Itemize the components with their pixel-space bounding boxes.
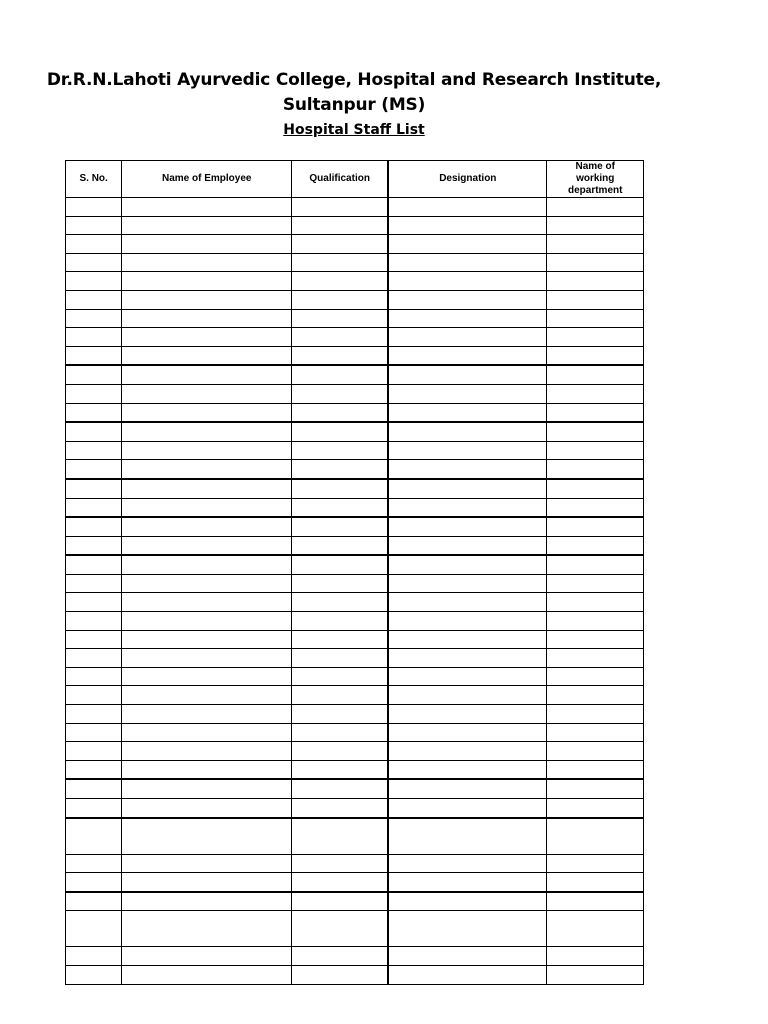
cell-designation <box>388 365 547 384</box>
cell-sno <box>66 630 122 649</box>
cell-qualification <box>292 198 389 217</box>
cell-department <box>547 346 644 365</box>
table-row <box>66 403 644 422</box>
cell-name <box>122 574 292 593</box>
cell-sno <box>66 555 122 574</box>
cell-department <box>547 328 644 347</box>
cell-sno <box>66 441 122 460</box>
cell-qualification <box>292 818 389 855</box>
cell-department <box>547 818 644 855</box>
cell-department <box>547 403 644 422</box>
column-header-sno: S. No. <box>66 161 122 198</box>
table-row <box>66 422 644 441</box>
cell-name <box>122 253 292 272</box>
cell-name <box>122 460 292 479</box>
cell-sno <box>66 328 122 347</box>
table-row <box>66 799 644 818</box>
column-header-department-line2: working <box>576 173 615 184</box>
cell-designation <box>388 309 547 328</box>
table-row <box>66 555 644 574</box>
cell-sno <box>66 649 122 668</box>
table-row <box>66 328 644 347</box>
cell-name <box>122 365 292 384</box>
cell-qualification <box>292 290 389 309</box>
cell-department <box>547 947 644 966</box>
cell-qualification <box>292 705 389 724</box>
cell-qualification <box>292 892 389 911</box>
cell-name <box>122 649 292 668</box>
cell-sno <box>66 422 122 441</box>
cell-qualification <box>292 441 389 460</box>
column-header-department-line3: department <box>568 185 623 196</box>
cell-designation <box>388 723 547 742</box>
cell-designation <box>388 198 547 217</box>
column-header-department-line1: Name of <box>575 161 615 172</box>
cell-name <box>122 799 292 818</box>
cell-sno <box>66 403 122 422</box>
cell-designation <box>388 854 547 873</box>
table-row <box>66 198 644 217</box>
cell-designation <box>388 441 547 460</box>
cell-name <box>122 403 292 422</box>
cell-designation <box>388 422 547 441</box>
cell-department <box>547 198 644 217</box>
cell-designation <box>388 290 547 309</box>
cell-designation <box>388 517 547 536</box>
cell-sno <box>66 290 122 309</box>
cell-designation <box>388 460 547 479</box>
cell-sno <box>66 498 122 517</box>
cell-qualification <box>292 365 389 384</box>
cell-name <box>122 742 292 761</box>
cell-sno <box>66 384 122 403</box>
cell-name <box>122 235 292 254</box>
table-row <box>66 365 644 384</box>
cell-department <box>547 536 644 555</box>
cell-sno <box>66 742 122 761</box>
page-title: Hospital Staff List <box>283 122 425 138</box>
cell-sno <box>66 760 122 779</box>
cell-qualification <box>292 479 389 498</box>
cell-sno <box>66 574 122 593</box>
table-row <box>66 441 644 460</box>
cell-designation <box>388 555 547 574</box>
cell-designation <box>388 574 547 593</box>
cell-department <box>547 723 644 742</box>
cell-sno <box>66 892 122 911</box>
cell-name <box>122 272 292 291</box>
table-row <box>66 818 644 855</box>
cell-designation <box>388 272 547 291</box>
cell-designation <box>388 742 547 761</box>
staff-table-body <box>66 198 644 985</box>
cell-sno <box>66 779 122 798</box>
cell-department <box>547 441 644 460</box>
cell-department <box>547 384 644 403</box>
cell-department <box>547 216 644 235</box>
cell-name <box>122 760 292 779</box>
cell-name <box>122 198 292 217</box>
cell-name <box>122 536 292 555</box>
cell-sno <box>66 309 122 328</box>
cell-sno <box>66 965 122 984</box>
institution-name-line1: Dr.R.N.Lahoti Ayurvedic College, Hospital and Research Institute, <box>46 70 662 90</box>
cell-department <box>547 422 644 441</box>
cell-designation <box>388 328 547 347</box>
cell-name <box>122 965 292 984</box>
cell-name <box>122 441 292 460</box>
cell-designation <box>388 705 547 724</box>
cell-name <box>122 854 292 873</box>
cell-department <box>547 667 644 686</box>
cell-designation <box>388 479 547 498</box>
cell-name <box>122 555 292 574</box>
cell-sno <box>66 705 122 724</box>
cell-name <box>122 498 292 517</box>
cell-name <box>122 593 292 612</box>
cell-sno <box>66 612 122 631</box>
cell-department <box>547 892 644 911</box>
cell-sno <box>66 854 122 873</box>
cell-department <box>547 253 644 272</box>
cell-sno <box>66 818 122 855</box>
cell-qualification <box>292 253 389 272</box>
institution-name-line2: Sultanpur (MS) <box>282 95 426 115</box>
table-row <box>66 612 644 631</box>
cell-designation <box>388 235 547 254</box>
cell-qualification <box>292 965 389 984</box>
table-row <box>66 779 644 798</box>
table-row <box>66 742 644 761</box>
cell-designation <box>388 873 547 892</box>
cell-sno <box>66 536 122 555</box>
cell-sno <box>66 517 122 536</box>
cell-designation <box>388 253 547 272</box>
cell-qualification <box>292 574 389 593</box>
table-row <box>66 498 644 517</box>
table-row <box>66 705 644 724</box>
cell-department <box>547 593 644 612</box>
cell-qualification <box>292 384 389 403</box>
cell-designation <box>388 346 547 365</box>
cell-qualification <box>292 760 389 779</box>
cell-qualification <box>292 612 389 631</box>
cell-department <box>547 498 644 517</box>
cell-name <box>122 216 292 235</box>
staff-table <box>65 160 644 985</box>
cell-sno <box>66 365 122 384</box>
cell-qualification <box>292 346 389 365</box>
cell-qualification <box>292 328 389 347</box>
cell-qualification <box>292 667 389 686</box>
cell-qualification <box>292 272 389 291</box>
cell-qualification <box>292 854 389 873</box>
table-row <box>66 309 644 328</box>
cell-designation <box>388 667 547 686</box>
table-row <box>66 272 644 291</box>
cell-qualification <box>292 799 389 818</box>
cell-name <box>122 346 292 365</box>
cell-department <box>547 873 644 892</box>
cell-department <box>547 272 644 291</box>
cell-designation <box>388 498 547 517</box>
column-header-designation: Designation <box>388 161 547 198</box>
cell-name <box>122 892 292 911</box>
cell-department <box>547 779 644 798</box>
cell-designation <box>388 799 547 818</box>
cell-qualification <box>292 403 389 422</box>
cell-designation <box>388 612 547 631</box>
table-row <box>66 593 644 612</box>
table-row <box>66 854 644 873</box>
cell-designation <box>388 947 547 966</box>
table-row <box>66 290 644 309</box>
cell-qualification <box>292 498 389 517</box>
cell-qualification <box>292 235 389 254</box>
cell-qualification <box>292 686 389 705</box>
cell-qualification <box>292 742 389 761</box>
cell-qualification <box>292 460 389 479</box>
cell-sno <box>66 947 122 966</box>
cell-qualification <box>292 947 389 966</box>
cell-name <box>122 779 292 798</box>
cell-designation <box>388 779 547 798</box>
table-row <box>66 760 644 779</box>
table-row <box>66 667 644 686</box>
cell-sno <box>66 253 122 272</box>
table-row <box>66 723 644 742</box>
cell-designation <box>388 403 547 422</box>
cell-sno <box>66 216 122 235</box>
cell-designation <box>388 536 547 555</box>
cell-qualification <box>292 309 389 328</box>
cell-sno <box>66 593 122 612</box>
cell-qualification <box>292 911 389 947</box>
cell-name <box>122 309 292 328</box>
column-header-name: Name of Employee <box>122 161 292 198</box>
cell-designation <box>388 649 547 668</box>
table-row <box>66 384 644 403</box>
table-row <box>66 574 644 593</box>
cell-qualification <box>292 422 389 441</box>
cell-department <box>547 686 644 705</box>
cell-department <box>547 799 644 818</box>
table-row <box>66 216 644 235</box>
table-row <box>66 630 644 649</box>
cell-name <box>122 947 292 966</box>
cell-qualification <box>292 216 389 235</box>
table-row <box>66 235 644 254</box>
table-row <box>66 686 644 705</box>
cell-qualification <box>292 536 389 555</box>
cell-department <box>547 965 644 984</box>
cell-department <box>547 649 644 668</box>
cell-name <box>122 911 292 947</box>
cell-department <box>547 290 644 309</box>
column-header-department <box>547 161 644 198</box>
cell-name <box>122 705 292 724</box>
table-row <box>66 460 644 479</box>
cell-department <box>547 705 644 724</box>
cell-qualification <box>292 649 389 668</box>
cell-name <box>122 384 292 403</box>
table-row <box>66 911 644 947</box>
cell-name <box>122 723 292 742</box>
cell-name <box>122 667 292 686</box>
table-row <box>66 873 644 892</box>
cell-department <box>547 854 644 873</box>
cell-sno <box>66 667 122 686</box>
cell-department <box>547 760 644 779</box>
table-row <box>66 649 644 668</box>
cell-department <box>547 517 644 536</box>
cell-name <box>122 290 292 309</box>
cell-sno <box>66 723 122 742</box>
table-row <box>66 892 644 911</box>
cell-department <box>547 555 644 574</box>
cell-name <box>122 612 292 631</box>
table-row <box>66 253 644 272</box>
cell-department <box>547 574 644 593</box>
table-row <box>66 517 644 536</box>
cell-designation <box>388 892 547 911</box>
cell-department <box>547 742 644 761</box>
table-row <box>66 965 644 984</box>
cell-sno <box>66 911 122 947</box>
cell-designation <box>388 216 547 235</box>
cell-name <box>122 818 292 855</box>
cell-qualification <box>292 723 389 742</box>
cell-department <box>547 309 644 328</box>
cell-qualification <box>292 779 389 798</box>
cell-name <box>122 422 292 441</box>
cell-designation <box>388 965 547 984</box>
cell-department <box>547 612 644 631</box>
table-row <box>66 479 644 498</box>
cell-sno <box>66 799 122 818</box>
cell-designation <box>388 818 547 855</box>
cell-qualification <box>292 873 389 892</box>
cell-designation <box>388 686 547 705</box>
cell-name <box>122 479 292 498</box>
cell-qualification <box>292 630 389 649</box>
cell-sno <box>66 198 122 217</box>
table-row <box>66 947 644 966</box>
cell-sno <box>66 479 122 498</box>
cell-designation <box>388 630 547 649</box>
cell-sno <box>66 873 122 892</box>
cell-sno <box>66 686 122 705</box>
cell-department <box>547 479 644 498</box>
cell-qualification <box>292 593 389 612</box>
cell-qualification <box>292 517 389 536</box>
cell-designation <box>388 384 547 403</box>
cell-designation <box>388 593 547 612</box>
cell-department <box>547 630 644 649</box>
cell-department <box>547 911 644 947</box>
cell-department <box>547 365 644 384</box>
column-header-qualification: Qualification <box>292 161 389 198</box>
cell-designation <box>388 911 547 947</box>
cell-name <box>122 686 292 705</box>
cell-name <box>122 517 292 536</box>
cell-name <box>122 630 292 649</box>
cell-department <box>547 460 644 479</box>
cell-designation <box>388 760 547 779</box>
cell-name <box>122 873 292 892</box>
cell-sno <box>66 460 122 479</box>
table-row <box>66 536 644 555</box>
cell-sno <box>66 272 122 291</box>
table-header-row <box>66 161 644 198</box>
cell-sno <box>66 235 122 254</box>
cell-qualification <box>292 555 389 574</box>
cell-name <box>122 328 292 347</box>
cell-department <box>547 235 644 254</box>
cell-sno <box>66 346 122 365</box>
table-row <box>66 346 644 365</box>
